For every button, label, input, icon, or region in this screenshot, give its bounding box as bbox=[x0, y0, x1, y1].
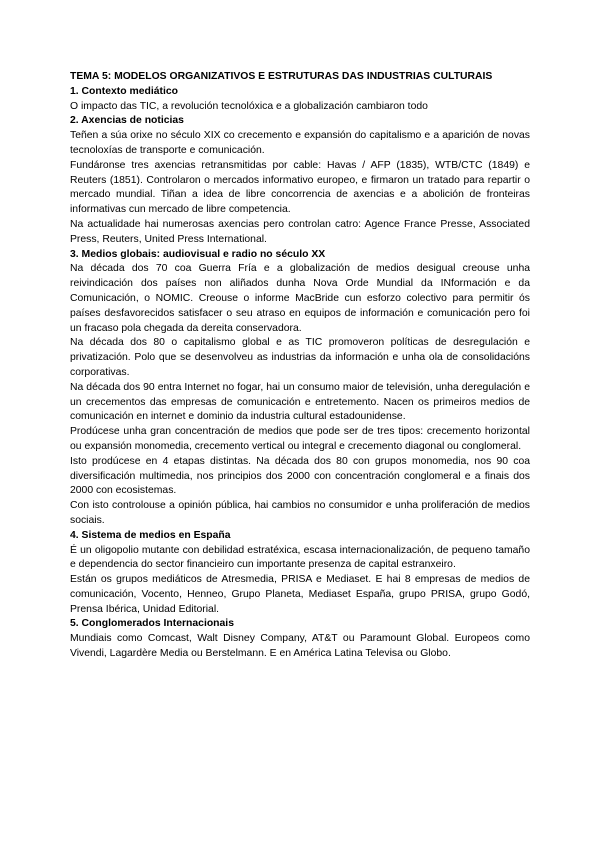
paragraph: Na década dos 80 o capitalismo global e as TIC promoveron políticas de desregulación e privatización. Polo que se desenvolveu as industrias da información e unha ola de consolidacións corporativas. bbox=[70, 337, 530, 378]
paragraph: Na década dos 70 coa Guerra Fría e a globalización de medios desigual creouse unha reivindicación dos países non aliñados dunha Nova Orde Mundial da INformación e da Comunicación, o NOMIC. Creouse o informe MacBride cun esforzo colectivo para permitir ós países desfavorecidos satisfacer o seu atraso en equipos de información e comunicación pero foi un fracaso pola chegada da dereita conservadora. bbox=[70, 263, 530, 334]
section-heading: 5. Conglomerados Internacionais bbox=[70, 618, 234, 630]
paragraph: Están os grupos mediáticos de Atresmedia, PRISA e Mediaset. E hai 8 empresas de medios de comunicación, Vocento, Henneo, Grupo Planeta, Mediaset España, grupo PRISA, grupo Godó, Prensa Ibérica, Unidad Editorial. bbox=[70, 574, 530, 615]
paragraph: Con isto controlouse a opinión pública, hai cambios no consumidor e unha proliferación de medios sociais. bbox=[70, 500, 530, 526]
paragraph: O impacto das TIC, a revolución tecnolóxica e a globalización cambiaron todo bbox=[70, 100, 428, 112]
paragraph: Teñen a súa orixe no século XIX co crecemento e expansión do capitalismo e a aparición de novas tecnoloxías de transporte e comunicación. bbox=[70, 130, 530, 156]
paragraph: Isto prodúcese en 4 etapas distintas. Na década dos 80 con grupos monomedia, nos 90 coa diversificación multimedia, nos principios dos 2000 con concentración conglomeral e a finais dos 2000 con ecosistemas. bbox=[70, 455, 530, 497]
document-title: TEMA 5: MODELOS ORGANIZATIVOS E ESTRUTURAS DAS INDUSTRIAS CULTURAIS bbox=[70, 71, 493, 82]
paragraph: Mundiais como Comcast, Walt Disney Company, AT&T ou Paramount Global. Europeos como Vivendi, Lagardère Media ou Berstelmann. E en América Latina Televisa ou Globo. bbox=[70, 633, 530, 660]
section-heading: 3. Medios globais: audiovisual e radio no século XX bbox=[70, 248, 326, 260]
paragraph: Prodúcese unha gran concentración de medios que pode ser de tres tipos: crecemento horizontal ou expansión monomedia, crecemento vertical ou integral e crecemento diagonal ou conglomeral. bbox=[70, 426, 530, 452]
paragraph: Na actualidade hai numerosas axencias pero controlan catro: Agence France Presse, Associated Press, Reuters, United Press International. bbox=[70, 218, 530, 245]
section-heading: 2. Axencias de noticias bbox=[70, 115, 184, 127]
paragraph: Fundáronse tres axencias retransmitidas por cable: Havas / AFP (1835), WTB/CTC (1849) e Reuters (1851). Controlaron o mercados informativo europeo, e firmaron un tratado para repartir o mercado mundial. Tiñan a idea de libre concorrencia de axencias e a abolición de fronteiras informativas cun mercado de libre competencia. bbox=[70, 159, 530, 216]
paragraph: É un oligopolio mutante con debilidad estratéxica, escasa internacionalización, de pequeno tamaño e dependencia do sector financieiro cun importante presenza de capital estranxeiro. bbox=[70, 544, 530, 571]
paragraph: Na década dos 90 entra Internet no fogar, hai un consumo maior de televisión, unha deregulación e un crecementos das empresas de comunicación e entretemento. Nacen os primeiros medios de comunicación en internet e dominio da industria cultural estadounidense. bbox=[70, 381, 530, 423]
section-heading: 4. Sistema de medios en España bbox=[70, 529, 231, 541]
section-heading: 1. Contexto mediático bbox=[70, 85, 178, 97]
